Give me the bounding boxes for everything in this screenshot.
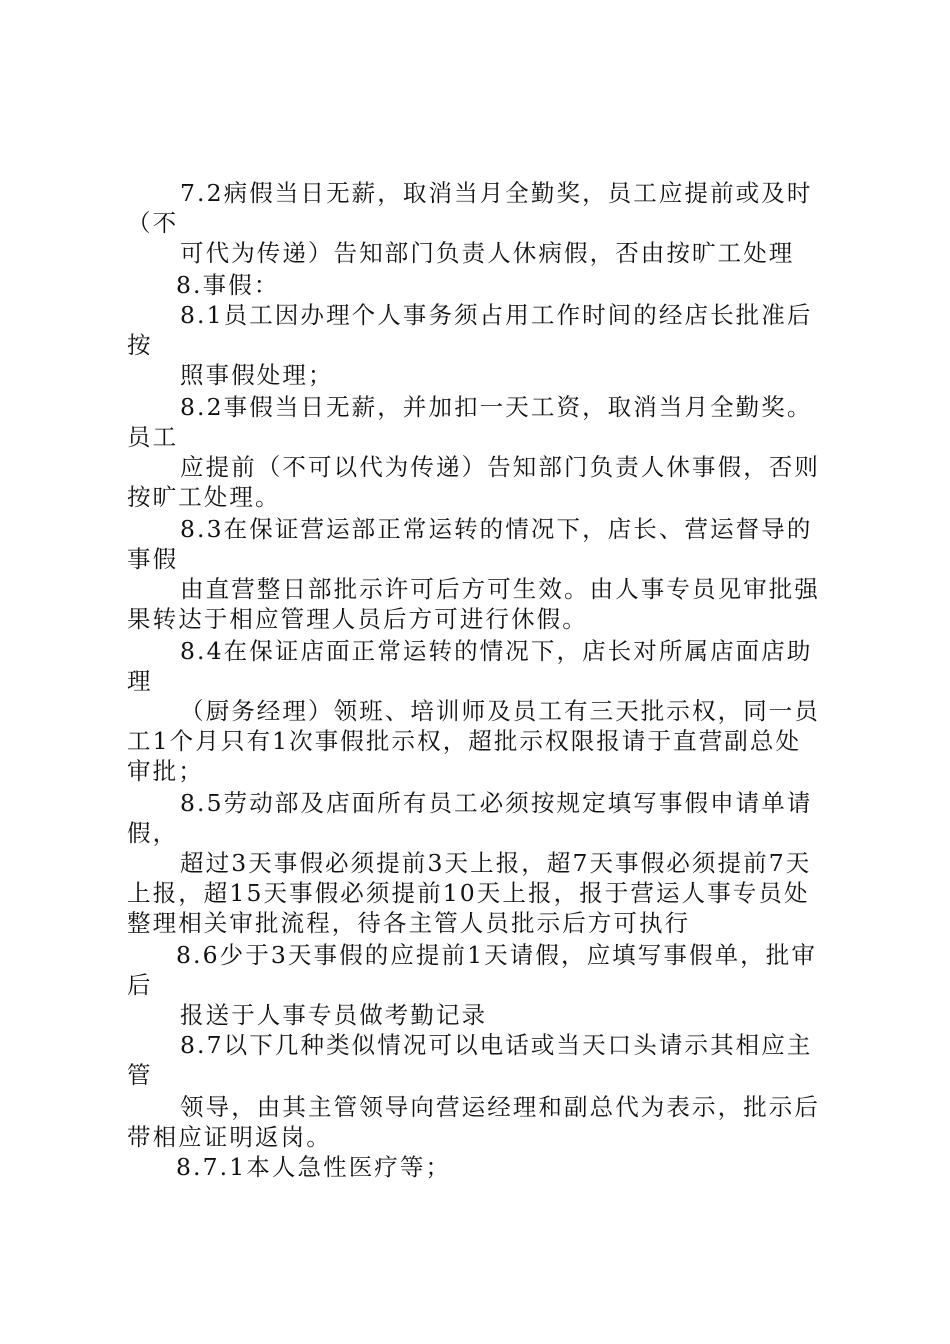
text-line: 8.2事假当日无薪，并加扣一天工资，取消当月全勤奖。	[180, 393, 813, 421]
text-line: 管	[127, 1061, 153, 1089]
text-line: 照事假处理；	[180, 361, 334, 389]
text-line: 果转达于相应管理人员后方可进行休假。	[127, 605, 588, 633]
text-line: 工1个月只有1次事假批示权，超批示权限报请于直营副总处	[127, 727, 802, 755]
text-line: 带相应证明返岗。	[127, 1123, 332, 1151]
text-line: 由直营整日部批示许可后方可生效。由人事专员见审批强	[180, 575, 820, 603]
text-line: 8.1员工因办理个人事务须占用工作时间的经店长批准后	[180, 301, 813, 329]
text-line: 8.7以下几种类似情况可以电话或当天口头请示其相应主	[180, 1031, 813, 1059]
text-line: 上报，超15天事假必须提前10天上报，报于营运人事专员处	[127, 879, 810, 907]
text-line: 员工	[127, 423, 179, 451]
text-line: 8.5劳动部及店面所有员工必须按规定填写事假申请单请	[180, 789, 813, 817]
text-line: 8.事假：	[176, 271, 280, 299]
text-line: 审批；	[127, 757, 204, 785]
text-line: 超过3天事假必须提前3天上报，超7天事假必须提前7天	[180, 849, 812, 877]
text-line: 按	[127, 331, 153, 359]
text-line: 可代为传递）告知部门负责人休病假，否由按旷工处理	[180, 239, 795, 267]
text-line: 按旷工处理。	[127, 483, 281, 511]
text-line: 理	[127, 667, 153, 695]
text-line: 领导，由其主管领导向营运经理和副总代为表示，批示后	[180, 1093, 820, 1121]
text-line: 应提前（不可以代为传递）告知部门负责人休事假，否则	[180, 453, 820, 481]
text-line: 8.3在保证营运部正常运转的情况下，店长、营运督导的	[180, 515, 813, 543]
text-line: （不	[127, 209, 179, 237]
text-line: 8.6少于3天事假的应提前1天请假，应填写事假单，批审	[176, 941, 817, 969]
text-line: 8.4在保证店面正常运转的情况下，店长对所属店面店助	[180, 637, 813, 665]
text-line: 事假	[127, 545, 179, 573]
text-line: 7.2病假当日无薪，取消当月全勤奖，员工应提前或及时	[180, 179, 813, 207]
text-line: 后	[127, 971, 153, 999]
text-line: 假，	[127, 819, 179, 847]
text-line: （厨务经理）领班、培训师及员工有三天批示权，同一员	[180, 697, 820, 725]
text-line: 整理相关审批流程，待各主管人员批示后方可执行	[127, 909, 691, 937]
text-line: 报送于人事专员做考勤记录	[180, 1001, 488, 1029]
text-line: 8.7.1本人急性医疗等；	[176, 1153, 452, 1181]
